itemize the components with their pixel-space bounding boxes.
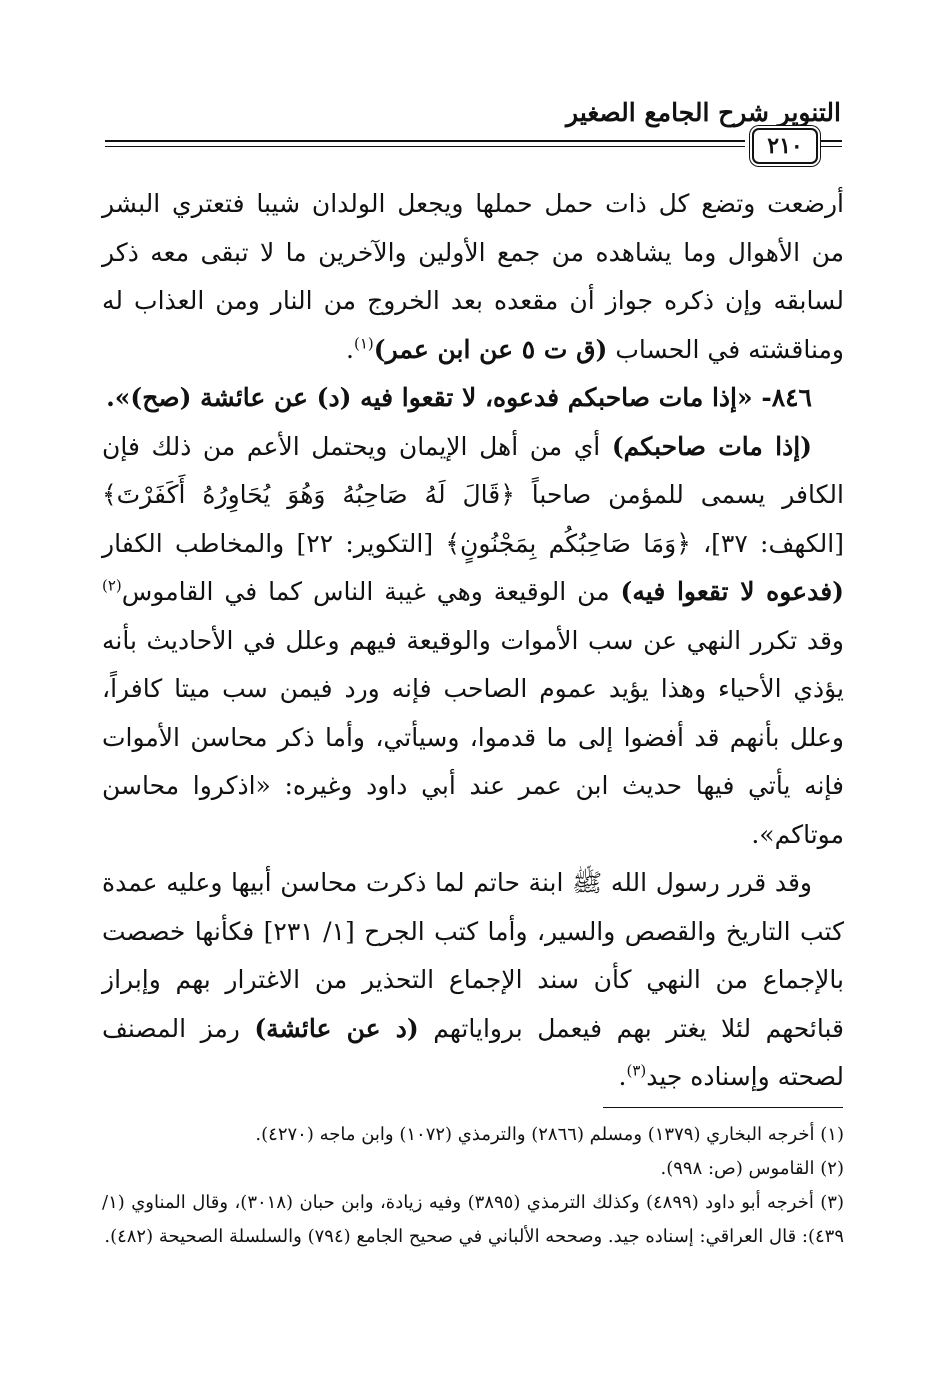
hadith-heading: ٨٤٦- «إذا مات صاحبكم فدعوه، لا تقعوا فيه (د) عن عائشة (صح)». — [106, 383, 812, 412]
footnote-2: (٢) القاموس (ص: ٩٩٨). — [660, 1158, 844, 1179]
paragraph-4-text-2: رمز المصنف لصحته وإسناده جيد — [102, 1013, 844, 1091]
source-reference: (ق ت ٥ عن ابن عمر) — [373, 334, 608, 364]
paragraph-3-text-1: أي من أهل الإيمان ويحتمل الأعم من ذلك فإن الكافر يسمى للمؤمن صاحباً ﴿قَالَ لَهُ صَاحِبُهُ وَهُوَ يُحَاوِرُهُ أَكَفَرْتَ﴾ [الكهف: ٣٧]، ﴿وَمَا صَاحِبُكُم بِمَجْنُونٍ﴾ [التكوير: ٢٢] والمخاطب الكفار — [102, 431, 844, 558]
footnote-rule — [603, 1107, 843, 1108]
paragraph-4-text-1: وقد قرر رسول الله ﷺ ابنة حاتم لما ذكرت محاسن أبيها وعليه عمدة كتب التاريخ والقصص والسير، وأما كتب الجرح [١/ ٢٣١] فكأنها خصصت بالإجماع من النهي كأن سند الإجماع التحذير من الاغترار بهم وإبراز قبائحهم لئلا يغتر بهم فيعمل برواياتهم — [102, 868, 845, 1043]
paragraph-4 — [102, 859, 844, 1102]
footnote-ref-3: (٣) — [626, 1061, 647, 1080]
paragraph-3-text-2: من الوقيعة وهي غيبة الناس كما في القاموس — [121, 577, 621, 606]
footnotes — [102, 1118, 844, 1254]
paragraph-1-end: . — [346, 334, 354, 364]
paragraph-1 — [102, 180, 844, 374]
running-title: التنوير شرح الجامع الصغير — [566, 98, 841, 127]
page-number: ٢١٠ — [752, 128, 818, 164]
paragraph-3 — [102, 423, 844, 860]
header-rule — [105, 140, 745, 147]
paragraph-4-end: . — [618, 1062, 627, 1091]
header-rule-right — [820, 140, 842, 147]
footnote-3: (٣) أخرجه أبو داود (٤٨٩٩) وكذلك الترمذي (٣٨٩٥) وفيه زيادة، وابن حبان (٣٠١٨)، وقال المناوي (١/ ٤٣٩): قال العراقي: إسناده جيد. وصححه الألباني في صحيح الجامع (٧٩٤) والسلسلة الصحيحة (٤٨٢). — [102, 1192, 844, 1247]
footnote-ref-2: (٢) — [102, 576, 122, 595]
paragraph-3-text-3: وقد تكرر النهي عن سب الأموات والوقيعة فيهم وعلل في الأحاديث بأنه يؤذي الأحياء وهذا يؤيد عموم الصاحب فإنه ورد فيمن سب ميتا كافراً، وعلل بأنهم قد أفضوا إلى ما قدموا، وسيأتي، وأما ذكر محاسن الأموات فإنه يأتي فيها حديث ابن عمر عند أبي داود وغيره: «اذكروا محاسن موتاكم». — [102, 625, 844, 849]
paragraph-3-bold-2: (فدعوه لا تقعوا فيه) — [620, 577, 845, 606]
paragraph-4-bold: (د عن عائشة) — [254, 1013, 419, 1043]
footnote-ref-1: (١) — [353, 334, 374, 353]
paragraph-3-bold-1: (إذا مات صاحبكم) — [611, 431, 812, 461]
main-text — [102, 180, 844, 1102]
paragraph-1-text: أرضعت وتضع كل ذات حمل حملها ويجعل الولدان شيبا فتعتري البشر من الأهوال وما يشاهده من جمع الأولين والآخرين ما لا تبقى معه ذكر لسابقه وإن ذكره جواز أن مقعده بعد الخروج من النار ومن العذاب له ومناقشته في الحساب — [102, 189, 844, 364]
footnote-1: (١) أخرجه البخاري (١٣٧٩) ومسلم (٢٨٦٦) والترمذي (١٠٧٢) وابن ماجه (٤٢٧٠). — [255, 1124, 844, 1145]
